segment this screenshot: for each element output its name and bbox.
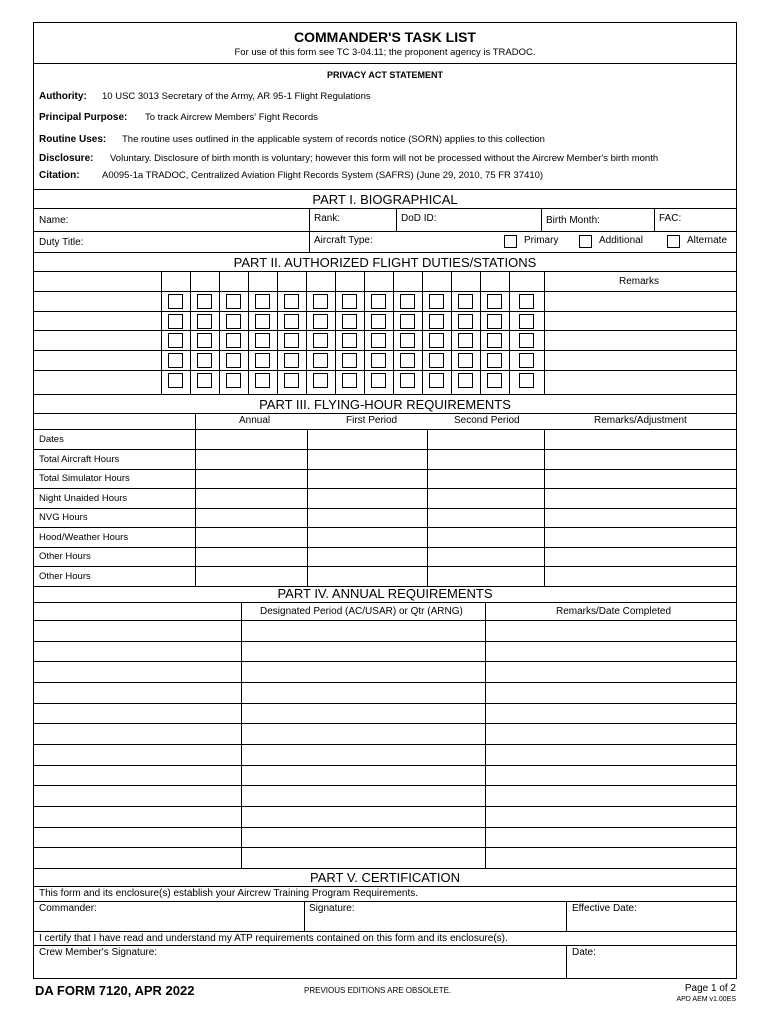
- crew-signature-field[interactable]: Crew Member's Signature:: [39, 947, 158, 958]
- duty-checkbox[interactable]: [197, 333, 212, 348]
- duty-checkbox[interactable]: [342, 333, 357, 348]
- duty-checkbox[interactable]: [226, 353, 241, 368]
- flying-hours-row-label: Dates: [39, 434, 64, 445]
- signature-field[interactable]: Signature:: [309, 903, 355, 914]
- grid-line: [393, 271, 394, 394]
- flying-hours-row-label: Other Hours: [39, 551, 91, 563]
- da-form-7120: [33, 22, 737, 979]
- duty-checkbox[interactable]: [429, 373, 444, 388]
- grid-line: [34, 847, 736, 848]
- duty-checkbox[interactable]: [226, 373, 241, 388]
- grid-line: [34, 488, 736, 489]
- grid-line: [34, 469, 736, 470]
- grid-line: [34, 350, 736, 351]
- purpose-label: Principal Purpose:: [39, 112, 128, 123]
- grid-line: [509, 271, 510, 394]
- duty-checkbox[interactable]: [168, 373, 183, 388]
- duty-checkbox[interactable]: [255, 333, 270, 348]
- duty-checkbox[interactable]: [197, 353, 212, 368]
- duty-checkbox[interactable]: [487, 353, 502, 368]
- birth-month-field[interactable]: Birth Month:: [546, 215, 600, 226]
- duty-checkbox[interactable]: [313, 314, 328, 329]
- grid-line: [306, 271, 307, 394]
- grid-line: [34, 370, 736, 371]
- certification-statement: This form and its enclosure(s) establish your Aircrew Training Program Requirements.: [39, 888, 419, 899]
- duty-checkbox[interactable]: [313, 373, 328, 388]
- duty-checkbox[interactable]: [168, 333, 183, 348]
- part5-heading: PART V. CERTIFICATION: [309, 870, 460, 885]
- grid-line: [422, 271, 423, 394]
- duty-checkbox[interactable]: [400, 333, 415, 348]
- duty-checkbox[interactable]: [371, 314, 386, 329]
- routine-uses-label: Routine Uses:: [39, 134, 107, 145]
- citation-label: Citation:: [39, 170, 80, 181]
- grid-line: [34, 641, 736, 642]
- duty-checkbox[interactable]: [458, 294, 473, 309]
- duty-checkbox[interactable]: [487, 294, 502, 309]
- disclosure-label: Disclosure:: [39, 153, 94, 164]
- grid-line: [161, 271, 162, 394]
- duty-checkbox[interactable]: [487, 333, 502, 348]
- duty-checkbox[interactable]: [284, 314, 299, 329]
- form-number: DA FORM 7120, APR 2022: [35, 983, 195, 998]
- duty-checkbox[interactable]: [400, 294, 415, 309]
- grid-line: [241, 620, 242, 868]
- grid-line: [34, 785, 736, 786]
- grid-line: [34, 547, 736, 548]
- duty-checkbox[interactable]: [197, 294, 212, 309]
- duty-checkbox[interactable]: [255, 373, 270, 388]
- grid-line: [34, 827, 736, 828]
- aircraft-type-field[interactable]: Aircraft Type:: [314, 235, 373, 246]
- duty-checkbox[interactable]: [487, 314, 502, 329]
- part1-heading: PART I. BIOGRAPHICAL: [312, 192, 458, 207]
- duty-checkbox[interactable]: [371, 294, 386, 309]
- grid-line: [277, 271, 278, 394]
- form-subtitle: For use of this form see TC 3-04.11; the proponent agency is TRADOC.: [234, 47, 536, 58]
- duty-checkbox[interactable]: [429, 333, 444, 348]
- duty-checkbox[interactable]: [429, 294, 444, 309]
- fac-field[interactable]: FAC:: [659, 213, 682, 224]
- duty-checkbox[interactable]: [342, 353, 357, 368]
- grid-line: [485, 602, 486, 620]
- duty-checkbox[interactable]: [255, 314, 270, 329]
- part3-heading: PART III. FLYING-HOUR REQUIREMENTS: [259, 397, 511, 412]
- col-designated-period: Designated Period (AC/USAR) or Qtr (ARNG): [260, 606, 463, 617]
- crew-certify-statement: I certify that I have read and understand my ATP requirements contained on this form and its enclosure(s).: [39, 933, 508, 944]
- duty-checkbox[interactable]: [255, 294, 270, 309]
- part4-heading: PART IV. ANNUAL REQUIREMENTS: [277, 586, 493, 601]
- grid-line: [34, 449, 736, 450]
- duty-checkbox[interactable]: [226, 294, 241, 309]
- grid-line: [34, 527, 736, 528]
- flying-hours-row-label: Other Hours: [39, 570, 91, 582]
- grid-line: [190, 271, 191, 394]
- duty-checkbox[interactable]: [197, 314, 212, 329]
- part2-heading: PART II. AUTHORIZED FLIGHT DUTIES/STATIONS: [233, 255, 537, 270]
- crew-date-field[interactable]: Date:: [572, 947, 596, 958]
- authority-text: 10 USC 3013 Secretary of the Army, AR 95-1 Flight Regulations: [102, 91, 371, 102]
- part2-remarks-header: Remarks: [619, 276, 660, 287]
- col-first-period: First Period: [346, 415, 398, 426]
- duty-checkbox[interactable]: [519, 373, 534, 388]
- grid-line: [34, 682, 736, 683]
- duty-checkbox[interactable]: [400, 314, 415, 329]
- grid-line: [34, 566, 736, 567]
- duty-checkbox[interactable]: [313, 333, 328, 348]
- form-version: APD AEM v1.00ES: [676, 996, 736, 1003]
- duty-checkbox[interactable]: [519, 314, 534, 329]
- grid-line: [34, 311, 736, 312]
- page-number: Page 1 of 2: [684, 983, 736, 994]
- flying-hours-row-label: NVG Hours: [39, 512, 88, 524]
- grid-line: [248, 271, 249, 394]
- grid-line: [335, 271, 336, 394]
- grid-line: [544, 429, 545, 586]
- grid-line: [485, 620, 486, 868]
- grid-line: [34, 508, 736, 509]
- duty-checkbox[interactable]: [255, 353, 270, 368]
- duty-checkbox[interactable]: [313, 353, 328, 368]
- grid-line: [364, 271, 365, 394]
- duty-checkbox[interactable]: [342, 294, 357, 309]
- duty-checkbox[interactable]: [226, 314, 241, 329]
- grid-line: [451, 271, 452, 394]
- privacy-heading: PRIVACY ACT STATEMENT: [326, 70, 443, 80]
- grid-line: [195, 429, 196, 586]
- grid-line: [34, 291, 736, 292]
- grid-line: [34, 806, 736, 807]
- duty-checkbox[interactable]: [284, 294, 299, 309]
- rank-field[interactable]: Rank:: [314, 213, 341, 224]
- duty-checkbox[interactable]: [458, 373, 473, 388]
- duty-checkbox[interactable]: [458, 353, 473, 368]
- name-field[interactable]: Name:: [39, 215, 69, 226]
- effective-date-field[interactable]: Effective Date:: [572, 903, 637, 914]
- duty-checkbox[interactable]: [487, 373, 502, 388]
- alternate-checkbox[interactable]: [667, 235, 680, 248]
- duty-checkbox[interactable]: [168, 294, 183, 309]
- duty-checkbox[interactable]: [284, 353, 299, 368]
- authority-label: Authority:: [39, 91, 87, 102]
- primary-checkbox[interactable]: [504, 235, 517, 248]
- duty-checkbox[interactable]: [371, 333, 386, 348]
- flying-hours-row-label: Total Simulator Hours: [39, 473, 130, 485]
- duty-title-field[interactable]: Duty Title:: [39, 237, 84, 248]
- commander-field[interactable]: Commander:: [39, 903, 97, 914]
- grid-line: [34, 703, 736, 704]
- col-remarks-adjustment: Remarks/Adjustment: [594, 415, 687, 426]
- duty-checkbox[interactable]: [371, 353, 386, 368]
- duty-checkbox[interactable]: [400, 373, 415, 388]
- col-remarks-date-completed: Remarks/Date Completed: [556, 606, 672, 617]
- duty-checkbox[interactable]: [458, 333, 473, 348]
- flying-hours-row-label: Night Unaided Hours: [39, 492, 128, 504]
- grid-line: [34, 765, 736, 766]
- duty-checkbox[interactable]: [429, 353, 444, 368]
- duty-checkbox[interactable]: [197, 373, 212, 388]
- citation-text: A0095-1a TRADOC, Centralized Aviation Flight Records System (SAFRS) (June 29, 2010, 75 FR 37410): [102, 170, 544, 181]
- grid-line: [427, 429, 428, 586]
- duty-checkbox[interactable]: [371, 373, 386, 388]
- duty-checkbox[interactable]: [519, 333, 534, 348]
- col-annual: Annual: [239, 415, 271, 426]
- dod-id-field[interactable]: DoD ID:: [401, 213, 437, 224]
- obsolete-notice: PREVIOUS EDITIONS ARE OBSOLETE.: [304, 986, 452, 995]
- routine-uses-text: The routine uses outlined in the applicable system of records notice (SORN) applies to this collection: [122, 134, 545, 145]
- additional-checkbox[interactable]: [579, 235, 592, 248]
- flying-hours-row-label: Total Aircraft Hours: [39, 453, 120, 465]
- duty-checkbox[interactable]: [429, 314, 444, 329]
- grid-line: [219, 271, 220, 394]
- additional-label: Additional: [599, 235, 643, 246]
- grid-line: [480, 271, 481, 394]
- primary-label: Primary: [524, 235, 559, 246]
- grid-line: [34, 330, 736, 331]
- duty-checkbox[interactable]: [519, 353, 534, 368]
- grid-line: [34, 661, 736, 662]
- grid-line: [307, 429, 308, 586]
- form-title: COMMANDER'S TASK LIST: [294, 29, 476, 45]
- duty-checkbox[interactable]: [342, 373, 357, 388]
- duty-checkbox[interactable]: [313, 294, 328, 309]
- duty-checkbox[interactable]: [400, 353, 415, 368]
- duty-checkbox[interactable]: [284, 333, 299, 348]
- disclosure-text: Voluntary. Disclosure of birth month is voluntary; however this form will not be processed without the Aircrew Member's birth month: [110, 153, 659, 164]
- duty-checkbox[interactable]: [168, 314, 183, 329]
- flying-hours-row-label: Hood/Weather Hours: [39, 531, 129, 543]
- duty-checkbox[interactable]: [168, 353, 183, 368]
- duty-checkbox[interactable]: [342, 314, 357, 329]
- grid-line: [34, 723, 736, 724]
- duty-checkbox[interactable]: [226, 333, 241, 348]
- purpose-text: To track Aircrew Members' Fight Records: [145, 112, 318, 123]
- duty-checkbox[interactable]: [519, 294, 534, 309]
- alternate-label: Alternate: [687, 235, 728, 246]
- duty-checkbox[interactable]: [284, 373, 299, 388]
- duty-checkbox[interactable]: [458, 314, 473, 329]
- col-second-period: Second Period: [454, 415, 520, 426]
- grid-line: [34, 744, 736, 745]
- grid-line: [544, 271, 545, 394]
